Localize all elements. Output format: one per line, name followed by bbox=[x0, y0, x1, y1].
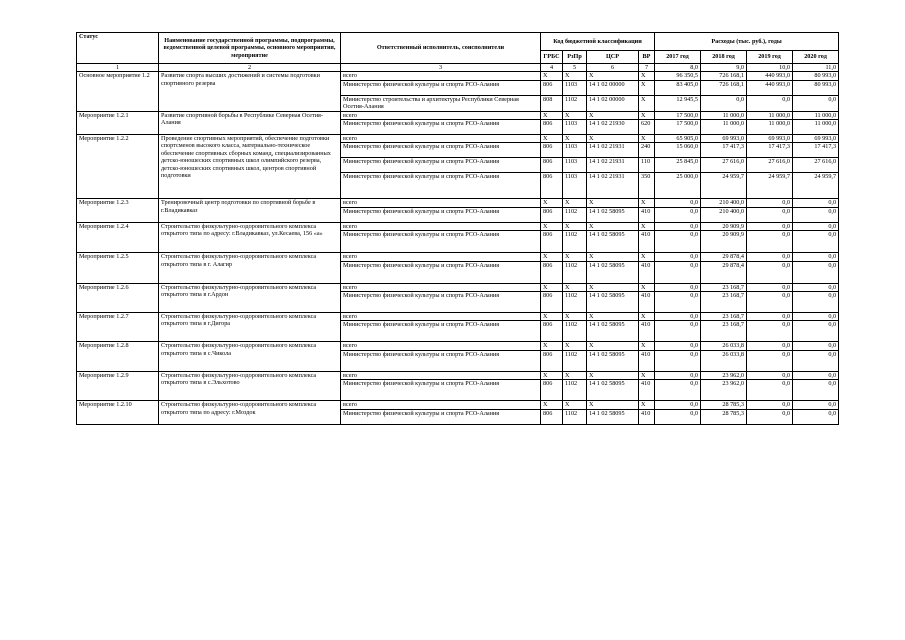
value-2018-cell: 29 878,4 bbox=[701, 253, 747, 261]
value-2018-cell: 23 168,7 bbox=[701, 292, 747, 313]
csr-cell: 14 1 02 58095 bbox=[587, 321, 639, 342]
vr-cell: X bbox=[639, 95, 655, 111]
header-name: Наименование государственной программы, подпрограммы, ведомственной целевой программы, основного мероприятия, мероприятие bbox=[159, 33, 341, 64]
value-2019-cell: 0,0 bbox=[747, 199, 793, 207]
rzpr-cell: X bbox=[563, 371, 587, 379]
csr-cell: X bbox=[587, 253, 639, 261]
header-csr: ЦСР bbox=[587, 51, 639, 64]
grbs-cell: 806 bbox=[541, 409, 563, 424]
vr-cell: 410 bbox=[639, 321, 655, 342]
table-row bbox=[77, 342, 839, 350]
rzpr-cell: X bbox=[563, 342, 587, 350]
csr-cell: 14 1 02 21931 bbox=[587, 158, 639, 173]
status-cell: Мероприятие 1.2.1 bbox=[77, 111, 159, 134]
value-2020-cell: 0,0 bbox=[793, 199, 839, 207]
value-2017-cell: 12 945,5 bbox=[655, 95, 701, 111]
executor-cell: Министерство физической культуры и спорта РСО-Алания bbox=[341, 261, 541, 283]
csr-cell: 14 1 02 21931 bbox=[587, 173, 639, 199]
rzpr-cell: X bbox=[563, 199, 587, 207]
rzpr-cell: 1102 bbox=[563, 292, 587, 313]
name-cell: Строительство физкультурно-оздоровительного комплекса открытого типа в г.Дигора bbox=[159, 313, 341, 342]
column-number: 8,0 bbox=[655, 64, 701, 72]
value-2017-cell: 15 060,0 bbox=[655, 143, 701, 158]
value-2019-cell: 11 000,0 bbox=[747, 120, 793, 135]
value-2020-cell: 0,0 bbox=[793, 380, 839, 401]
value-2018-cell: 20 909,9 bbox=[701, 222, 747, 230]
name-cell: Строительство физкультурно-оздоровительного комплекса открытого типа по адресу: г.Моздок bbox=[159, 401, 341, 424]
value-2017-cell: 0,0 bbox=[655, 292, 701, 313]
status-cell: Мероприятие 1.2.10 bbox=[77, 401, 159, 424]
rzpr-cell: 1102 bbox=[563, 350, 587, 371]
value-2018-cell: 29 878,4 bbox=[701, 261, 747, 283]
vr-cell: 620 bbox=[639, 120, 655, 135]
executor-cell: Министерство физической культуры и спорта РСО-Алания bbox=[341, 158, 541, 173]
header-row bbox=[77, 33, 839, 51]
csr-cell: 14 1 02 00000 bbox=[587, 80, 639, 95]
table-row bbox=[77, 199, 839, 207]
rzpr-cell: X bbox=[563, 111, 587, 119]
csr-cell: X bbox=[587, 342, 639, 350]
executor-cell: Министерство физической культуры и спорта РСО-Алания bbox=[341, 292, 541, 313]
value-2017-cell: 0,0 bbox=[655, 313, 701, 321]
value-2017-cell: 0,0 bbox=[655, 207, 701, 222]
value-2018-cell: 69 993,0 bbox=[701, 135, 747, 143]
name-cell: Строительство физкультурно-оздоровительного комплекса открытого типа в г. Алагир bbox=[159, 253, 341, 283]
rzpr-cell: 1103 bbox=[563, 80, 587, 95]
name-cell: Строительство физкультурно-оздоровительного комплекса открытого типа по адресу: г.Владикавказ, ул.Кесаева, 156 «а» bbox=[159, 222, 341, 252]
name-cell: Строительство физкультурно-оздоровительного комплекса открытого типа в с.Эльхотово bbox=[159, 371, 341, 400]
value-2017-cell: 17 500,0 bbox=[655, 120, 701, 135]
executor-cell: Министерство физической культуры и спорта РСО-Алания bbox=[341, 207, 541, 222]
grbs-cell: 806 bbox=[541, 143, 563, 158]
value-2019-cell: 0,0 bbox=[747, 261, 793, 283]
executor-cell: всего bbox=[341, 401, 541, 409]
grbs-cell: 806 bbox=[541, 158, 563, 173]
grbs-cell: 806 bbox=[541, 120, 563, 135]
rzpr-cell: X bbox=[563, 135, 587, 143]
value-2018-cell: 28 785,3 bbox=[701, 409, 747, 424]
header-vr: ВР bbox=[639, 51, 655, 64]
executor-cell: всего bbox=[341, 222, 541, 230]
value-2019-cell: 0,0 bbox=[747, 313, 793, 321]
value-2017-cell: 0,0 bbox=[655, 409, 701, 424]
grbs-cell: 806 bbox=[541, 350, 563, 371]
value-2020-cell: 80 993,0 bbox=[793, 72, 839, 80]
value-2017-cell: 0,0 bbox=[655, 342, 701, 350]
value-2020-cell: 0,0 bbox=[793, 231, 839, 253]
header-expenses: Расходы (тыс. руб.), годы bbox=[655, 33, 839, 51]
budget-table bbox=[76, 32, 839, 425]
column-number: 9,0 bbox=[701, 64, 747, 72]
vr-cell: X bbox=[639, 72, 655, 80]
vr-cell: X bbox=[639, 111, 655, 119]
grbs-cell: 806 bbox=[541, 292, 563, 313]
value-2018-cell: 23 962,0 bbox=[701, 380, 747, 401]
csr-cell: X bbox=[587, 111, 639, 119]
value-2019-cell: 0,0 bbox=[747, 350, 793, 371]
value-2017-cell: 0,0 bbox=[655, 401, 701, 409]
value-2017-cell: 25 845,0 bbox=[655, 158, 701, 173]
csr-cell: 14 1 02 58095 bbox=[587, 350, 639, 371]
value-2020-cell: 0,0 bbox=[793, 95, 839, 111]
column-number: 11,0 bbox=[793, 64, 839, 72]
csr-cell: 14 1 02 58095 bbox=[587, 409, 639, 424]
value-2019-cell: 0,0 bbox=[747, 401, 793, 409]
grbs-cell: X bbox=[541, 199, 563, 207]
status-cell: Мероприятие 1.2.8 bbox=[77, 342, 159, 371]
executor-cell: всего bbox=[341, 72, 541, 80]
executor-cell: Министерство физической культуры и спорта РСО-Алания bbox=[341, 350, 541, 371]
column-number: 2 bbox=[159, 64, 341, 72]
column-numbers-row bbox=[77, 64, 839, 72]
rzpr-cell: X bbox=[563, 313, 587, 321]
value-2018-cell: 23 962,0 bbox=[701, 371, 747, 379]
value-2020-cell: 0,0 bbox=[793, 401, 839, 409]
value-2018-cell: 26 033,8 bbox=[701, 350, 747, 371]
value-2020-cell: 11 000,0 bbox=[793, 111, 839, 119]
value-2017-cell: 17 500,0 bbox=[655, 111, 701, 119]
column-number: 7 bbox=[639, 64, 655, 72]
rzpr-cell: X bbox=[563, 222, 587, 230]
table-row bbox=[77, 111, 839, 119]
csr-cell: X bbox=[587, 283, 639, 291]
value-2019-cell: 0,0 bbox=[747, 222, 793, 230]
csr-cell: 14 1 02 58095 bbox=[587, 261, 639, 283]
name-cell: Тренировочный центр подготовки по спортивной борьбе в г.Владикавказ bbox=[159, 199, 341, 222]
value-2017-cell: 0,0 bbox=[655, 321, 701, 342]
value-2020-cell: 80 993,0 bbox=[793, 80, 839, 95]
header-grbs: ГРБС bbox=[541, 51, 563, 64]
value-2020-cell: 0,0 bbox=[793, 283, 839, 291]
header-executor: Ответственный исполнитель, соисполнители bbox=[341, 33, 541, 64]
csr-cell: X bbox=[587, 199, 639, 207]
vr-cell: X bbox=[639, 80, 655, 95]
csr-cell: X bbox=[587, 72, 639, 80]
rzpr-cell: 1103 bbox=[563, 120, 587, 135]
status-cell: Мероприятие 1.2.3 bbox=[77, 199, 159, 222]
value-2019-cell: 0,0 bbox=[747, 95, 793, 111]
value-2017-cell: 0,0 bbox=[655, 253, 701, 261]
executor-cell: Министерство физической культуры и спорта РСО-Алания bbox=[341, 231, 541, 253]
value-2019-cell: 69 993,0 bbox=[747, 135, 793, 143]
grbs-cell: 806 bbox=[541, 80, 563, 95]
executor-cell: Министерство физической культуры и спорта РСО-Алания bbox=[341, 321, 541, 342]
executor-cell: Министерство физической культуры и спорта РСО-Алания bbox=[341, 173, 541, 199]
executor-cell: всего bbox=[341, 371, 541, 379]
status-cell: Мероприятие 1.2.7 bbox=[77, 313, 159, 342]
vr-cell: X bbox=[639, 253, 655, 261]
table-row bbox=[77, 72, 839, 80]
value-2020-cell: 0,0 bbox=[793, 342, 839, 350]
grbs-cell: 808 bbox=[541, 95, 563, 111]
value-2017-cell: 0,0 bbox=[655, 261, 701, 283]
value-2019-cell: 0,0 bbox=[747, 292, 793, 313]
vr-cell: X bbox=[639, 283, 655, 291]
value-2019-cell: 0,0 bbox=[747, 231, 793, 253]
value-2019-cell: 11 000,0 bbox=[747, 111, 793, 119]
value-2018-cell: 726 168,1 bbox=[701, 72, 747, 80]
column-number: 6 bbox=[587, 64, 639, 72]
value-2018-cell: 726 168,1 bbox=[701, 80, 747, 95]
csr-cell: X bbox=[587, 401, 639, 409]
value-2020-cell: 0,0 bbox=[793, 261, 839, 283]
name-cell: Развитие спорта высших достижений и системы подготовки спортивного резерва bbox=[159, 72, 341, 111]
value-2020-cell: 0,0 bbox=[793, 409, 839, 424]
grbs-cell: 806 bbox=[541, 380, 563, 401]
rzpr-cell: 1102 bbox=[563, 261, 587, 283]
value-2020-cell: 0,0 bbox=[793, 222, 839, 230]
rzpr-cell: 1103 bbox=[563, 173, 587, 199]
grbs-cell: 806 bbox=[541, 231, 563, 253]
value-2020-cell: 11 000,0 bbox=[793, 120, 839, 135]
value-2019-cell: 440 993,0 bbox=[747, 80, 793, 95]
grbs-cell: X bbox=[541, 342, 563, 350]
value-2017-cell: 83 405,0 bbox=[655, 80, 701, 95]
grbs-cell: 806 bbox=[541, 321, 563, 342]
vr-cell: X bbox=[639, 342, 655, 350]
csr-cell: 14 1 02 58095 bbox=[587, 380, 639, 401]
rzpr-cell: 1102 bbox=[563, 207, 587, 222]
column-number: 5 bbox=[563, 64, 587, 72]
value-2019-cell: 440 993,0 bbox=[747, 72, 793, 80]
value-2020-cell: 0,0 bbox=[793, 292, 839, 313]
value-2020-cell: 0,0 bbox=[793, 253, 839, 261]
vr-cell: 410 bbox=[639, 292, 655, 313]
executor-cell: Министерство физической культуры и спорта РСО-Алания bbox=[341, 80, 541, 95]
table-row bbox=[77, 313, 839, 321]
grbs-cell: X bbox=[541, 222, 563, 230]
name-cell: Строительство физкультурно-оздоровительного комплекса открытого типа в с.Чикола bbox=[159, 342, 341, 371]
column-number: 1 bbox=[77, 64, 159, 72]
csr-cell: X bbox=[587, 371, 639, 379]
table-row bbox=[77, 135, 839, 143]
vr-cell: 240 bbox=[639, 143, 655, 158]
executor-cell: Министерство физической культуры и спорта РСО-Алания bbox=[341, 120, 541, 135]
vr-cell: X bbox=[639, 401, 655, 409]
vr-cell: 410 bbox=[639, 380, 655, 401]
value-2019-cell: 0,0 bbox=[747, 283, 793, 291]
grbs-cell: 806 bbox=[541, 207, 563, 222]
header-year-2020: 2020 год bbox=[793, 51, 839, 64]
grbs-cell: X bbox=[541, 111, 563, 119]
grbs-cell: X bbox=[541, 72, 563, 80]
value-2018-cell: 11 000,0 bbox=[701, 120, 747, 135]
value-2017-cell: 0,0 bbox=[655, 371, 701, 379]
name-cell: Проведение спортивных мероприятий, обеспечение подготовки спортсменов высокого класса, материально-техническое обеспечение спортивных сборных команд, специализированных детско-юношеских спортивных школ олимпийского резерва, детско-юношеских спортивных школ, центров спортивной подготовки bbox=[159, 135, 341, 199]
name-cell: Строительство физкультурно-оздоровительного комплекса открытого типа в г.Ардон bbox=[159, 283, 341, 312]
value-2017-cell: 0,0 bbox=[655, 231, 701, 253]
status-cell: Мероприятие 1.2.2 bbox=[77, 135, 159, 199]
column-number: 4 bbox=[541, 64, 563, 72]
vr-cell: 410 bbox=[639, 261, 655, 283]
value-2019-cell: 24 959,7 bbox=[747, 173, 793, 199]
grbs-cell: X bbox=[541, 401, 563, 409]
table-row bbox=[77, 253, 839, 261]
csr-cell: 14 1 02 58095 bbox=[587, 207, 639, 222]
value-2017-cell: 65 905,0 bbox=[655, 135, 701, 143]
rzpr-cell: X bbox=[563, 283, 587, 291]
value-2020-cell: 17 417,3 bbox=[793, 143, 839, 158]
executor-cell: всего bbox=[341, 313, 541, 321]
status-cell: Мероприятие 1.2.9 bbox=[77, 371, 159, 400]
csr-cell: X bbox=[587, 222, 639, 230]
value-2018-cell: 28 785,3 bbox=[701, 401, 747, 409]
value-2019-cell: 0,0 bbox=[747, 342, 793, 350]
value-2019-cell: 0,0 bbox=[747, 253, 793, 261]
csr-cell: 14 1 02 21930 bbox=[587, 120, 639, 135]
value-2017-cell: 0,0 bbox=[655, 199, 701, 207]
vr-cell: 410 bbox=[639, 231, 655, 253]
rzpr-cell: X bbox=[563, 253, 587, 261]
value-2019-cell: 0,0 bbox=[747, 409, 793, 424]
value-2018-cell: 11 000,0 bbox=[701, 111, 747, 119]
rzpr-cell: X bbox=[563, 401, 587, 409]
table-row bbox=[77, 401, 839, 409]
header-year-2019: 2019 год bbox=[747, 51, 793, 64]
grbs-cell: X bbox=[541, 253, 563, 261]
status-cell: Мероприятие 1.2.6 bbox=[77, 283, 159, 312]
table-row bbox=[77, 371, 839, 379]
value-2018-cell: 20 909,9 bbox=[701, 231, 747, 253]
vr-cell: X bbox=[639, 371, 655, 379]
csr-cell: 14 1 02 21931 bbox=[587, 143, 639, 158]
csr-cell: 14 1 02 58095 bbox=[587, 292, 639, 313]
rzpr-cell: 1103 bbox=[563, 158, 587, 173]
status-cell: Основное мероприятие 1.2 bbox=[77, 72, 159, 111]
value-2018-cell: 24 959,7 bbox=[701, 173, 747, 199]
status-cell: Мероприятие 1.2.4 bbox=[77, 222, 159, 252]
value-2017-cell: 96 350,5 bbox=[655, 72, 701, 80]
value-2020-cell: 27 616,0 bbox=[793, 158, 839, 173]
executor-cell: Министерство физической культуры и спорта РСО-Алания bbox=[341, 380, 541, 401]
value-2019-cell: 0,0 bbox=[747, 371, 793, 379]
value-2018-cell: 210 400,0 bbox=[701, 199, 747, 207]
value-2017-cell: 0,0 bbox=[655, 380, 701, 401]
executor-cell: Министерство физической культуры и спорта РСО-Алания bbox=[341, 143, 541, 158]
rzpr-cell: 1102 bbox=[563, 380, 587, 401]
vr-cell: 410 bbox=[639, 409, 655, 424]
rzpr-cell: 1102 bbox=[563, 409, 587, 424]
executor-cell: всего bbox=[341, 283, 541, 291]
value-2020-cell: 24 959,7 bbox=[793, 173, 839, 199]
csr-cell: X bbox=[587, 135, 639, 143]
grbs-cell: X bbox=[541, 135, 563, 143]
vr-cell: X bbox=[639, 199, 655, 207]
rzpr-cell: 1102 bbox=[563, 321, 587, 342]
grbs-cell: X bbox=[541, 313, 563, 321]
grbs-cell: 806 bbox=[541, 173, 563, 199]
rzpr-cell: 1102 bbox=[563, 95, 587, 111]
value-2020-cell: 0,0 bbox=[793, 350, 839, 371]
header-budget-code: Код бюджетной классификации bbox=[541, 33, 655, 51]
rzpr-cell: 1103 bbox=[563, 143, 587, 158]
rzpr-cell: 1102 bbox=[563, 231, 587, 253]
value-2018-cell: 23 168,7 bbox=[701, 321, 747, 342]
value-2020-cell: 0,0 bbox=[793, 321, 839, 342]
vr-cell: X bbox=[639, 222, 655, 230]
value-2018-cell: 0,0 bbox=[701, 95, 747, 111]
executor-cell: Министерство физической культуры и спорта РСО-Алания bbox=[341, 409, 541, 424]
column-number: 10,0 bbox=[747, 64, 793, 72]
column-number: 3 bbox=[341, 64, 541, 72]
value-2017-cell: 0,0 bbox=[655, 283, 701, 291]
value-2019-cell: 0,0 bbox=[747, 380, 793, 401]
value-2018-cell: 210 400,0 bbox=[701, 207, 747, 222]
rzpr-cell: X bbox=[563, 72, 587, 80]
value-2020-cell: 0,0 bbox=[793, 207, 839, 222]
header-status: Статус bbox=[77, 33, 159, 64]
value-2020-cell: 0,0 bbox=[793, 371, 839, 379]
csr-cell: 14 1 02 00000 bbox=[587, 95, 639, 111]
executor-cell: Министерство строительства и архитектуры Республики Северная Осетия-Алания bbox=[341, 95, 541, 111]
value-2019-cell: 17 417,3 bbox=[747, 143, 793, 158]
value-2017-cell: 0,0 bbox=[655, 222, 701, 230]
value-2018-cell: 27 616,0 bbox=[701, 158, 747, 173]
vr-cell: X bbox=[639, 135, 655, 143]
grbs-cell: 806 bbox=[541, 261, 563, 283]
value-2019-cell: 0,0 bbox=[747, 207, 793, 222]
csr-cell: X bbox=[587, 313, 639, 321]
vr-cell: 110 bbox=[639, 158, 655, 173]
grbs-cell: X bbox=[541, 283, 563, 291]
executor-cell: всего bbox=[341, 253, 541, 261]
csr-cell: 14 1 02 58095 bbox=[587, 231, 639, 253]
value-2019-cell: 27 616,0 bbox=[747, 158, 793, 173]
value-2017-cell: 25 000,0 bbox=[655, 173, 701, 199]
value-2018-cell: 17 417,3 bbox=[701, 143, 747, 158]
value-2020-cell: 0,0 bbox=[793, 313, 839, 321]
value-2019-cell: 0,0 bbox=[747, 321, 793, 342]
executor-cell: всего bbox=[341, 342, 541, 350]
name-cell: Развитие спортивной борьбы в Республике Северная Осетия-Алания bbox=[159, 111, 341, 134]
vr-cell: X bbox=[639, 313, 655, 321]
vr-cell: 350 bbox=[639, 173, 655, 199]
header-rzpr: РзПр bbox=[563, 51, 587, 64]
grbs-cell: X bbox=[541, 371, 563, 379]
status-cell: Мероприятие 1.2.5 bbox=[77, 253, 159, 283]
value-2018-cell: 26 033,8 bbox=[701, 342, 747, 350]
executor-cell: всего bbox=[341, 135, 541, 143]
vr-cell: 410 bbox=[639, 207, 655, 222]
vr-cell: 410 bbox=[639, 350, 655, 371]
header-year-2018: 2018 год bbox=[701, 51, 747, 64]
executor-cell: всего bbox=[341, 111, 541, 119]
value-2018-cell: 23 168,7 bbox=[701, 283, 747, 291]
table-row bbox=[77, 283, 839, 291]
executor-cell: всего bbox=[341, 199, 541, 207]
table-row bbox=[77, 222, 839, 230]
value-2018-cell: 23 168,7 bbox=[701, 313, 747, 321]
value-2017-cell: 0,0 bbox=[655, 350, 701, 371]
value-2020-cell: 69 993,0 bbox=[793, 135, 839, 143]
header-year-2017: 2017 год bbox=[655, 51, 701, 64]
